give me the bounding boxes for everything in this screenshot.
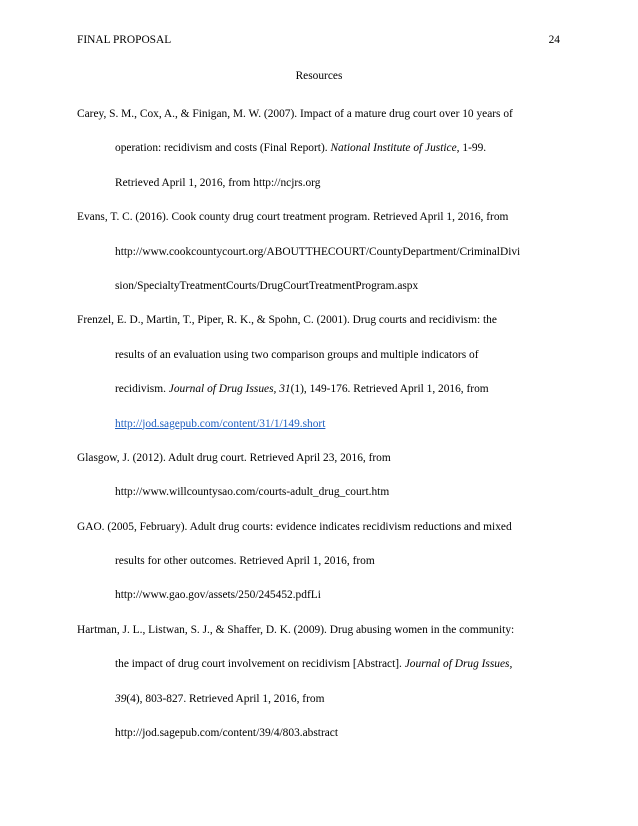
reference-text: recidivism.: [115, 383, 169, 396]
reference-entry: [0, 107, 638, 210]
reference-line: [0, 726, 638, 760]
reference-line: [0, 657, 638, 691]
reference-line: [0, 623, 638, 657]
reference-text: results of an evaluation using two comparison groups and multiple indicators of: [115, 348, 479, 361]
reference-text: sion/SpecialtyTreatmentCourts/DrugCourtTreatmentProgram.aspx: [115, 279, 419, 292]
reference-entry: [0, 520, 638, 623]
reference-line: [0, 107, 638, 141]
reference-text: http://jod.sagepub.com/content/39/4/803.abstract: [115, 727, 339, 740]
reference-line: [0, 588, 638, 622]
reference-line: [0, 485, 638, 519]
reference-list: [0, 107, 638, 760]
reference-line: [0, 279, 638, 313]
reference-text: Retrieved April 1, 2016, from http://ncjrs.org: [115, 176, 321, 189]
reference-text: http://www.gao.gov/assets/250/245452.pdfLi: [115, 589, 321, 602]
reference-text: the impact of drug court involvement on recidivism [Abstract].: [115, 658, 405, 671]
reference-text: Carey, S. M., Cox, A., & Finigan, M. W. (2007). Impact of a mature drug court over 10 years of: [77, 108, 513, 120]
reference-entry: [0, 313, 638, 451]
reference-entry: [0, 623, 638, 761]
reference-line: [0, 245, 638, 279]
reference-text: operation: recidivism and costs (Final Report).: [115, 142, 331, 155]
reference-entry: [0, 451, 638, 520]
reference-text: http://www.willcountysao.com/courts-adult_drug_court.htm: [115, 486, 390, 499]
reference-line: [0, 176, 638, 210]
reference-italic-text: 39: [115, 692, 127, 705]
reference-italic-text: National Institute of Justice,: [330, 142, 460, 155]
reference-text: (4), 803-827. Retrieved April 1, 2016, from: [126, 692, 325, 705]
reference-link[interactable]: http://jod.sagepub.com/content/31/1/149.short: [115, 417, 326, 430]
reference-line: [0, 210, 638, 244]
reference-text: Evans, T. C. (2016). Cook county drug court treatment program. Retrieved April 1, 2016, from: [77, 211, 509, 224]
reference-italic-text: Journal of Drug Issues, 31: [168, 383, 291, 396]
reference-text: 1-99.: [459, 142, 487, 155]
reference-italic-text: Journal of Drug Issues,: [404, 658, 513, 671]
reference-line: [0, 554, 638, 588]
reference-line: [0, 141, 638, 175]
reference-line: [0, 417, 638, 451]
reference-line: [0, 451, 638, 485]
reference-line: [0, 692, 638, 726]
page-number: 24: [548, 34, 560, 46]
running-header: [77, 33, 560, 47]
running-head-title: FINAL PROPOSAL: [77, 34, 172, 46]
reference-text: (1), 149-176. Retrieved April 1, 2016, from: [290, 383, 489, 396]
reference-line: [0, 348, 638, 382]
reference-line: [0, 313, 638, 347]
reference-text: results for other outcomes. Retrieved April 1, 2016, from: [115, 555, 375, 568]
reference-line: [0, 382, 638, 416]
reference-text: Frenzel, E. D., Martin, T., Piper, R. K., & Spohn, C. (2001). Drug courts and recidivism: the: [77, 314, 497, 327]
reference-text: Hartman, J. L., Listwan, S. J., & Shaffer, D. K. (2009). Drug abusing women in the community:: [77, 623, 515, 636]
reference-text: GAO. (2005, February). Adult drug courts: evidence indicates recidivism reductions and mixed: [77, 520, 512, 533]
reference-text: http://www.cookcountycourt.org/ABOUTTHECOURT/CountyDepartment/CriminalDivi: [115, 245, 521, 258]
section-title: Resources: [295, 70, 343, 82]
reference-text: Glasgow, J. (2012). Adult drug court. Retrieved April 23, 2016, from: [77, 451, 391, 464]
reference-line: [0, 520, 638, 554]
reference-entry: [0, 210, 638, 313]
